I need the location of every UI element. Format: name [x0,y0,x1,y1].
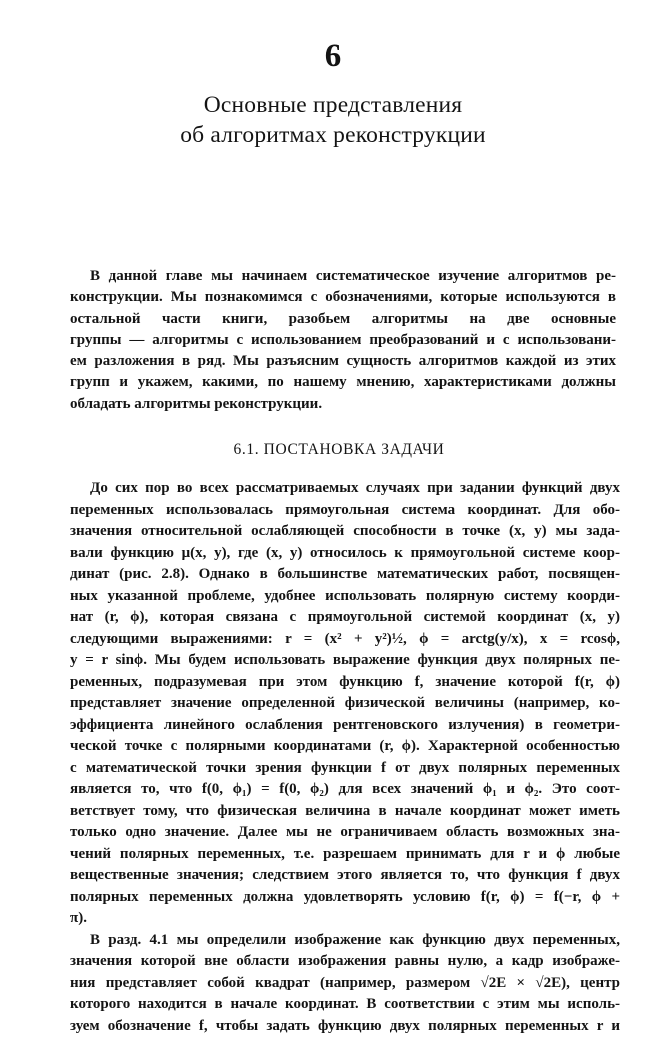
body-line: чений полярных переменных, т.е. разрешаем принимать для r и ϕ любые [70,844,620,866]
body-line: вали функцию μ(x, y), где (x, y) относилось к прямоугольной системе коор- [70,543,620,565]
body-line: ных указанной проблеме, удобнее использовать полярную систему коорди- [70,586,620,608]
body-line: π). [70,908,620,930]
body-line: ременных, подразумевая при этом функцию f, значение которой f(r, ϕ) [70,672,620,694]
abstract-line: группы — алгоритмы с использованием преобразований и с использовани- [70,330,616,351]
chapter-number: 6 [0,38,666,74]
body-line: полярных переменных должна удовлетворять условию f(r, ϕ) = f(−r, ϕ + [70,887,620,909]
section-body [70,478,620,1037]
abstract-line: ем разложения в ряд. Мы разъясним сущность алгоритмов каждой из этих [70,351,616,372]
body-line: зуем обозначение f, чтобы задать функцию двух полярных переменных r и [70,1016,620,1037]
body-line: ческой точке с полярными координатами (r, ϕ). Характерной особенностью [70,736,620,758]
body-line: y = r sinϕ. Мы будем использовать выражение функция двух полярных пе- [70,650,620,672]
chapter-title-line: об алгоритмах реконструкции [0,120,666,150]
body-line: В разд. 4.1 мы определили изображение как функцию двух переменных, [70,930,620,952]
body-line: с математической точки зрения функции f от двух полярных переменных [70,758,620,780]
body-line: переменных использовалась прямоугольная система координат. Для обо- [70,500,620,522]
abstract-line: В данной главе мы начинаем систематическое изучение алгоритмов ре- [70,266,616,287]
abstract-line: остальной части книги, разобьем алгоритмы на две основные [70,309,616,330]
chapter-abstract [70,266,616,415]
body-line: нат (r, ϕ), которая связана с прямоугольной системой координат (x, y) [70,607,620,629]
body-line: динат (рис. 2.8). Однако в большинстве математических работ, посвящен- [70,564,620,586]
body-line: которого находится в начале координат. В соответствии с этим мы исполь- [70,994,620,1016]
chapter-title-line: Основные представления [0,90,666,120]
body-line: вещественные значения; следствием этого является то, что функция f двух [70,865,620,887]
body-line: ветствует тому, что физическая величина в начале координат может иметь [70,801,620,823]
abstract-line: конструкции. Мы познакомимся с обозначениями, которые используются в [70,287,616,308]
body-line: значения которой вне области изображения равны нулю, а кадр изображе- [70,951,620,973]
body-line: представляет значение определенной физической величины (например, ко- [70,693,620,715]
abstract-line: обладать алгоритмы реконструкции. [70,394,616,415]
abstract-line: групп и укажем, какими, по нашему мнению, характеристиками должны [70,372,616,393]
body-line: ния представляет собой квадрат (например, размером √2E × √2E), центр [70,973,620,995]
chapter-title [0,90,666,150]
body-line: только одно значение. Далее мы не ограничиваем область возможных зна- [70,822,620,844]
section-heading: 6.1. ПОСТАНОВКА ЗАДАЧИ [0,439,666,461]
body-line: эффициента линейного ослабления рентгеновского излучения) в геометри- [70,715,620,737]
body-line: следующими выражениями: r = (x² + y²)½, ϕ = arctg(y/x), x = rcosϕ, [70,629,620,651]
body-line: является то, что f(0, ϕ₁) = f(0, ϕ₂) для всех значений ϕ₁ и ϕ₂. Это соот- [70,779,620,801]
body-line: До сих пор во всех рассматриваемых случаях при задании функций двух [70,478,620,500]
body-line: значения относительной ослабляющей способности в точке (x, y) мы зада- [70,521,620,543]
